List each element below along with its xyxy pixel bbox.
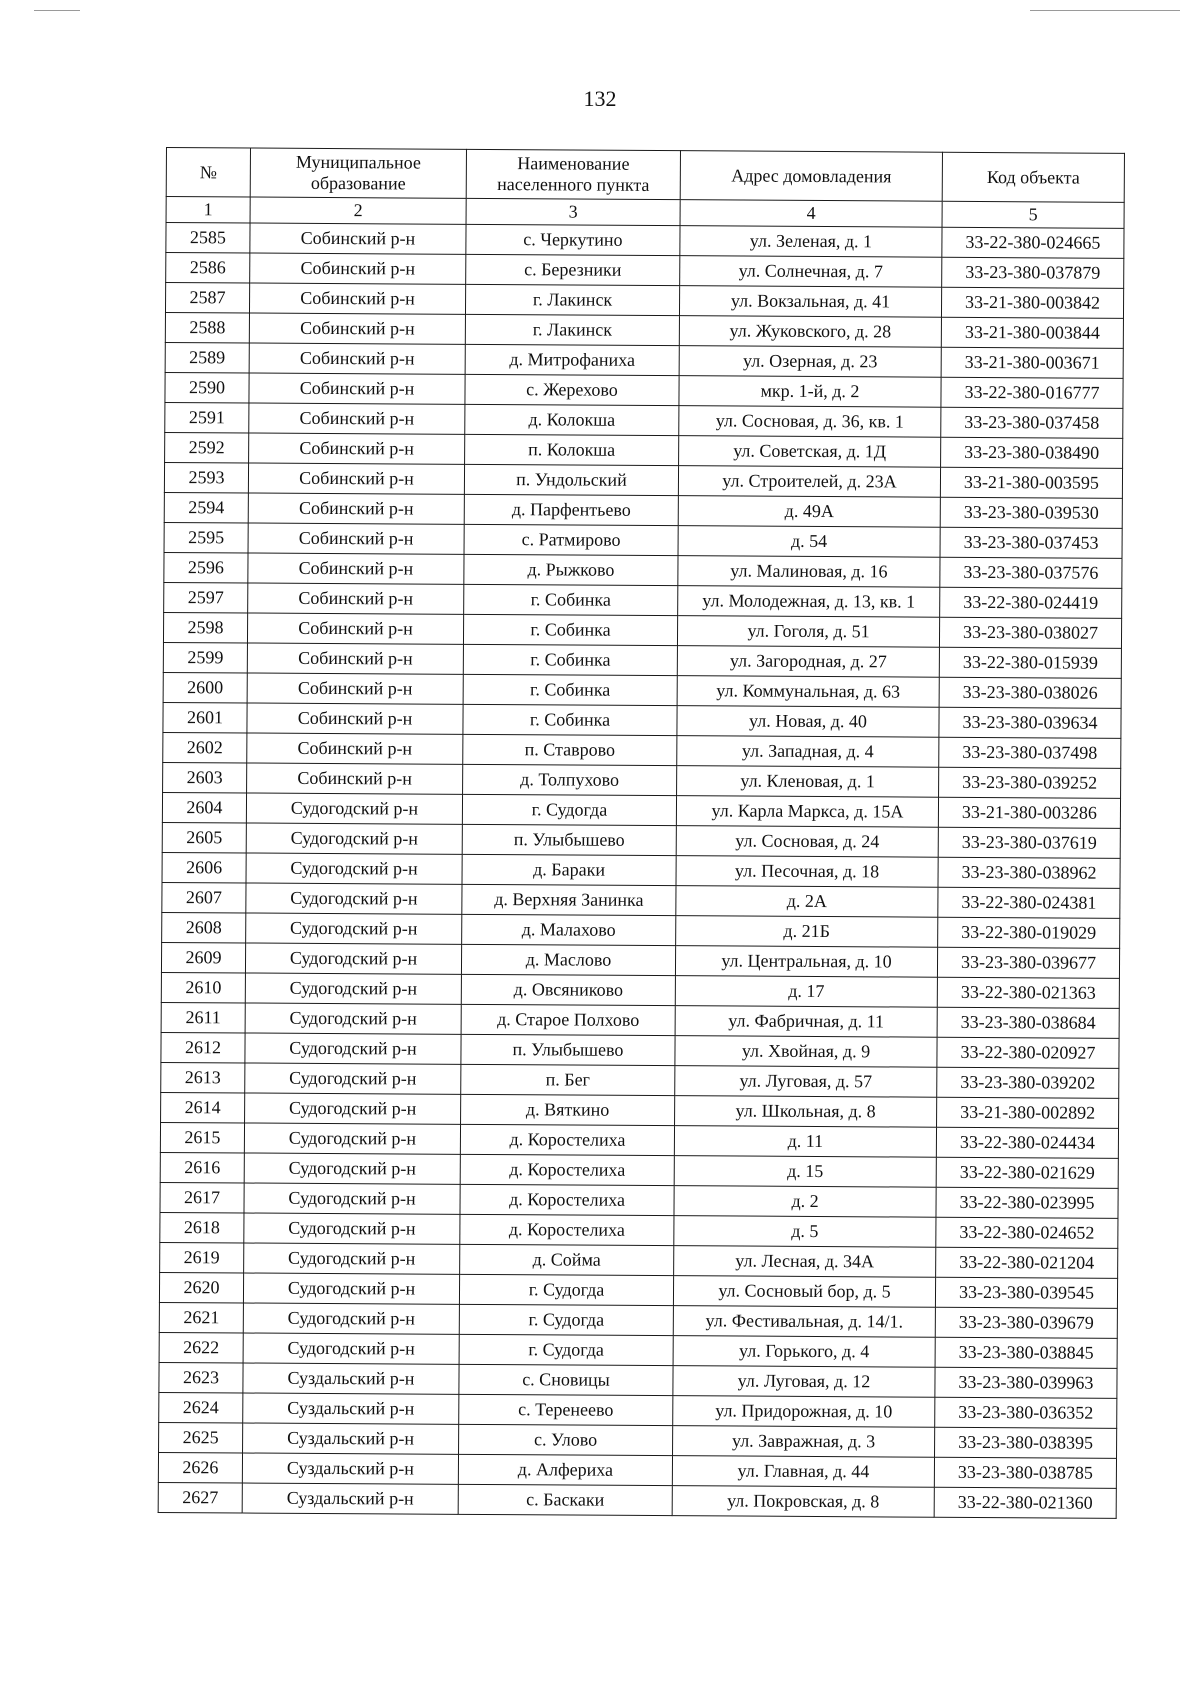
object-code-cell: 33-23-380-039677 [937,947,1119,978]
settlement-cell: г. Судогда [459,1274,673,1305]
settlement-cell: д. Верхняя Занинка [462,884,676,915]
row-number-cell: 2627 [158,1482,242,1513]
address-cell: д. 15 [674,1156,936,1188]
municipality-cell: Судогодский р-н [243,1303,459,1334]
address-cell: ул. Озерная, д. 23 [679,346,941,378]
address-cell: ул. Западная, д. 4 [677,736,939,768]
municipality-cell: Судогодский р-н [244,1213,460,1244]
header-object-code: Код объекта [942,152,1124,202]
object-code-cell: 33-22-380-024434 [936,1127,1118,1158]
municipality-cell: Собинский р-н [247,703,463,734]
page-number: 132 [583,86,617,111]
row-number-cell: 2586 [166,253,250,284]
object-code-cell: 33-21-380-002892 [937,1097,1119,1128]
settlement-cell: д. Коростелиха [460,1184,674,1215]
object-code-cell: 33-23-380-039634 [939,707,1121,738]
object-code-cell: 33-23-380-037458 [941,407,1123,438]
object-code-cell: 33-23-380-039679 [935,1307,1117,1338]
address-cell: д. 11 [674,1126,936,1158]
settlement-cell: г. Судогда [462,794,676,825]
object-code-cell: 33-23-380-039963 [935,1367,1117,1398]
object-code-cell: 33-21-380-003842 [941,287,1123,318]
municipality-cell: Судогодский р-н [246,913,462,944]
address-cell: ул. Песочная, д. 18 [676,856,938,888]
object-code-cell: 33-23-380-039530 [940,497,1122,528]
row-number-cell: 2600 [163,672,247,703]
municipality-cell: Судогодский р-н [246,883,462,914]
object-code-cell: 33-23-380-037879 [942,257,1124,288]
column-number: 4 [680,200,942,228]
row-number-cell: 2591 [165,402,249,433]
settlement-cell: д. Коростелиха [460,1154,674,1185]
address-cell: д. 5 [674,1216,936,1248]
municipality-cell: Собинский р-н [249,433,465,464]
settlement-cell: д. Толпухово [463,764,677,795]
municipality-cell: Собинский р-н [248,523,464,554]
settlement-cell: с. Теренеево [459,1394,673,1425]
object-code-cell: 33-22-380-024652 [936,1217,1118,1248]
settlement-cell: п. Улыбышево [461,1034,675,1065]
row-number-cell: 2595 [164,522,248,553]
address-cell: д. 54 [678,526,940,558]
settlement-cell: с. Баскаки [458,1484,672,1515]
municipality-cell: Собинский р-н [247,643,463,674]
settlement-cell: с. Жерехово [465,374,679,405]
municipality-cell: Судогодский р-н [243,1273,459,1304]
row-number-cell: 2606 [162,852,246,883]
settlement-cell: д. Коростелиха [460,1124,674,1155]
object-code-cell: 33-23-380-038845 [935,1337,1117,1368]
row-number-cell: 2607 [162,882,246,913]
settlement-cell: д. Коростелиха [460,1214,674,1245]
municipality-cell: Собинский р-н [249,283,465,314]
settlement-cell: д. Малахово [462,914,676,945]
row-number-cell: 2612 [161,1032,245,1063]
object-code-cell: 33-23-380-039545 [935,1277,1117,1308]
column-number: 3 [466,198,680,225]
municipality-cell: Суздальский р-н [243,1393,459,1424]
municipality-cell: Суздальский р-н [242,1453,458,1484]
row-number-cell: 2609 [161,942,245,973]
row-number-cell: 2626 [158,1452,242,1483]
municipality-cell: Собинский р-н [249,373,465,404]
row-number-cell: 2602 [163,732,247,763]
table-body [158,223,1124,1519]
row-number-cell: 2588 [165,312,249,343]
object-code-cell: 33-22-380-015939 [939,647,1121,678]
address-cell: ул. Лесная, д. 34А [674,1246,936,1278]
municipality-cell: Собинский р-н [248,553,464,584]
object-code-cell: 33-22-380-020927 [937,1037,1119,1068]
address-cell: ул. Главная, д. 44 [672,1456,934,1488]
settlement-cell: п. Ундольский [464,464,678,495]
address-cell: д. 2 [674,1186,936,1218]
object-code-cell: 33-23-380-037576 [940,557,1122,588]
object-code-cell: 33-23-380-039252 [939,767,1121,798]
address-cell: ул. Жуковского, д. 28 [679,316,941,348]
row-number-cell: 2605 [162,822,246,853]
municipality-cell: Собинский р-н [249,403,465,434]
header-municipality: Муниципальное образование [250,148,466,198]
settlement-cell: г. Лакинск [465,314,679,345]
row-number-cell: 2593 [164,462,248,493]
municipality-cell: Собинский р-н [247,613,463,644]
row-number-cell: 2604 [162,792,246,823]
settlement-cell: д. Маслово [461,944,675,975]
row-number-cell: 2622 [159,1332,243,1363]
settlement-cell: с. Черкутино [466,224,680,255]
address-cell: ул. Молодежная, д. 13, кв. 1 [678,586,940,618]
address-cell: ул. Сосновая, д. 36, кв. 1 [679,406,941,438]
address-cell: ул. Луговая, д. 12 [673,1366,935,1398]
municipality-cell: Судогодский р-н [245,973,461,1004]
row-number-cell: 2621 [159,1302,243,1333]
row-number-cell: 2585 [166,223,250,254]
municipality-cell: Судогодский р-н [243,1333,459,1364]
address-cell: ул. Сосновый бор, д. 5 [673,1276,935,1308]
address-cell: ул. Малиновая, д. 16 [678,556,940,588]
address-cell: ул. Зеленая, д. 1 [680,226,942,258]
row-number-cell: 2624 [159,1392,243,1423]
column-number: 2 [250,197,466,224]
settlement-cell: д. Сойма [460,1244,674,1275]
municipality-cell: Суздальский р-н [242,1483,458,1514]
municipality-cell: Судогодский р-н [245,943,461,974]
settlement-cell: п. Ставрово [463,734,677,765]
municipality-cell: Судогодский р-н [244,1123,460,1154]
row-number-cell: 2590 [165,372,249,403]
object-code-cell: 33-23-380-038027 [939,617,1121,648]
object-code-cell: 33-23-380-037453 [940,527,1122,558]
municipality-cell: Собинский р-н [250,223,466,254]
address-cell: ул. Сосновая, д. 24 [676,826,938,858]
municipality-cell: Судогодский р-н [245,1063,461,1094]
row-number-cell: 2618 [160,1212,244,1243]
municipality-cell: Судогодский р-н [246,793,462,824]
object-code-cell: 33-22-380-024419 [940,587,1122,618]
row-number-cell: 2625 [159,1422,243,1453]
municipality-cell: Собинский р-н [249,343,465,374]
municipality-cell: Собинский р-н [249,313,465,344]
scan-edge-mark-left [34,10,80,11]
object-code-cell: 33-22-380-021204 [936,1247,1118,1278]
settlement-cell: г. Собинка [463,674,677,705]
settlement-cell: с. Ратмирово [464,524,678,555]
row-number-cell: 2603 [163,762,247,793]
municipality-cell: Судогодский р-н [246,823,462,854]
row-number-cell: 2617 [160,1182,244,1213]
settlement-cell: г. Собинка [463,704,677,735]
scan-edge-mark-right [1030,10,1180,11]
object-code-cell: 33-23-380-037498 [939,737,1121,768]
settlement-cell: г. Собинка [463,614,677,645]
object-code-cell: 33-23-380-038684 [937,1007,1119,1038]
municipality-cell: Судогодский р-н [244,1243,460,1274]
object-code-cell: 33-23-380-038395 [935,1427,1117,1458]
settlement-cell: д. Бараки [462,854,676,885]
settlement-cell: п. Улыбышево [462,824,676,855]
object-code-cell: 33-23-380-038490 [941,437,1123,468]
header-settlement: Наименование населенного пункта [466,149,680,199]
address-cell: ул. Строителей, д. 23А [678,466,940,498]
address-cell: ул. Фестивальная, д. 14/1. [673,1306,935,1338]
settlement-cell: п. Колокша [465,434,679,465]
settlement-cell: г. Собинка [463,644,677,675]
address-cell: ул. Вокзальная, д. 41 [679,286,941,318]
settlement-cell: с. Березники [466,254,680,285]
settlement-cell: с. Улово [459,1424,673,1455]
municipality-cell: Суздальский р-н [243,1363,459,1394]
municipality-cell: Собинский р-н [247,733,463,764]
municipality-cell: Судогодский р-н [245,1093,461,1124]
address-cell: ул. Центральная, д. 10 [675,946,937,978]
object-code-cell: 33-23-380-039202 [937,1067,1119,1098]
address-cell: д. 21Б [676,916,938,948]
object-code-cell: 33-21-380-003595 [940,467,1122,498]
object-code-cell: 33-23-380-038785 [934,1457,1116,1488]
municipality-cell: Собинский р-н [248,583,464,614]
row-number-cell: 2614 [161,1092,245,1123]
municipality-cell: Судогодский р-н [245,1003,461,1034]
address-cell: ул. Завражная, д. 3 [673,1426,935,1458]
object-code-cell: 33-22-380-016777 [941,377,1123,408]
table-header-row [166,148,1124,203]
settlement-cell: с. Сновицы [459,1364,673,1395]
row-number-cell: 2619 [160,1242,244,1273]
row-number-cell: 2615 [160,1122,244,1153]
municipality-cell: Судогодский р-н [244,1183,460,1214]
municipality-cell: Собинский р-н [247,763,463,794]
settlement-cell: д. Старое Полхово [461,1004,675,1035]
address-cell: ул. Хвойная, д. 9 [675,1036,937,1068]
object-code-cell: 33-23-380-036352 [935,1397,1117,1428]
row-number-cell: 2599 [163,642,247,673]
settlement-cell: п. Бег [461,1064,675,1095]
address-cell: д. 17 [675,976,937,1008]
settlement-cell: д. Вяткино [461,1094,675,1125]
object-code-cell: 33-23-380-038026 [939,677,1121,708]
row-number-cell: 2623 [159,1362,243,1393]
address-cell: ул. Кленовая, д. 1 [677,766,939,798]
column-number: 1 [166,197,250,224]
address-cell: ул. Солнечная, д. 7 [680,256,942,288]
municipality-cell: Судогодский р-н [244,1153,460,1184]
object-code-cell: 33-21-380-003671 [941,347,1123,378]
row-number-cell: 2611 [161,1002,245,1033]
municipality-cell: Судогодский р-н [246,853,462,884]
row-number-cell: 2601 [163,702,247,733]
settlement-cell: д. Овсяниково [461,974,675,1005]
municipality-cell: Собинский р-н [248,493,464,524]
row-number-cell: 2616 [160,1152,244,1183]
object-code-cell: 33-23-380-038962 [938,857,1120,888]
settlement-cell: д. Колокша [465,404,679,435]
object-code-cell: 33-21-380-003844 [941,317,1123,348]
settlement-cell: г. Собинка [464,584,678,615]
address-cell: ул. Коммунальная, д. 63 [677,676,939,708]
address-cell: ул. Карла Маркса, д. 15А [676,796,938,828]
settlement-cell: д. Парфентьево [464,494,678,525]
address-cell: ул. Гоголя, д. 51 [677,616,939,648]
address-cell: ул. Загородная, д. 27 [677,646,939,678]
municipality-cell: Собинский р-н [250,253,466,284]
municipality-cell: Собинский р-н [248,463,464,494]
settlement-cell: г. Судогда [459,1304,673,1335]
header-number: № [166,148,250,198]
address-cell: ул. Фабричная, д. 11 [675,1006,937,1038]
object-code-cell: 33-22-380-019029 [938,917,1120,948]
column-number: 5 [942,201,1124,228]
object-code-cell: 33-22-380-024381 [938,887,1120,918]
municipality-cell: Суздальский р-н [243,1423,459,1454]
address-cell: ул. Горького, д. 4 [673,1336,935,1368]
address-cell: ул. Школьная, д. 8 [675,1096,937,1128]
settlement-cell: д. Митрофаниха [465,344,679,375]
row-number-cell: 2598 [163,612,247,643]
address-cell: д. 2А [676,886,938,918]
row-number-cell: 2610 [161,972,245,1003]
row-number-cell: 2608 [162,912,246,943]
object-code-cell: 33-22-380-024665 [942,227,1124,258]
object-code-cell: 33-23-380-037619 [938,827,1120,858]
address-cell: ул. Покровская, д. 8 [672,1486,934,1518]
row-number-cell: 2597 [164,582,248,613]
address-cell: ул. Новая, д. 40 [677,706,939,738]
row-number-cell: 2620 [159,1272,243,1303]
object-code-cell: 33-22-380-021360 [934,1487,1116,1518]
object-code-cell: 33-22-380-023995 [936,1187,1118,1218]
settlement-cell: г. Судогда [459,1334,673,1365]
address-cell: ул. Луговая, д. 57 [675,1066,937,1098]
row-number-cell: 2596 [164,552,248,583]
municipality-cell: Судогодский р-н [245,1033,461,1064]
row-number-cell: 2592 [165,432,249,463]
settlement-cell: д. Алфериха [458,1454,672,1485]
address-cell: ул. Советская, д. 1Д [679,436,941,468]
header-address: Адрес домовладения [680,151,942,202]
object-code-cell: 33-21-380-003286 [938,797,1120,828]
municipality-cell: Собинский р-н [247,673,463,704]
address-cell: д. 49А [678,496,940,528]
address-cell: мкр. 1-й, д. 2 [679,376,941,408]
row-number-cell: 2587 [165,283,249,314]
row-number-cell: 2613 [161,1062,245,1093]
row-number-cell: 2589 [165,342,249,373]
settlement-cell: д. Рыжково [464,554,678,585]
register-table [158,147,1125,1519]
object-code-cell: 33-22-380-021363 [937,977,1119,1008]
table-row [158,1482,1116,1518]
row-number-cell: 2594 [164,492,248,523]
object-code-cell: 33-22-380-021629 [936,1157,1118,1188]
address-cell: ул. Придорожная, д. 10 [673,1396,935,1428]
settlement-cell: г. Лакинск [465,284,679,315]
